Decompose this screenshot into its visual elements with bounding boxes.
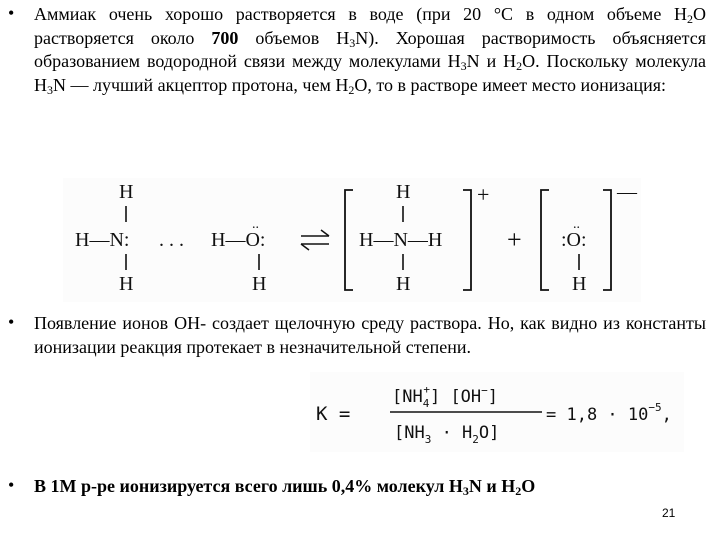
ammonium-h-bottom: Н bbox=[396, 273, 411, 295]
svg-text:..: .. bbox=[573, 217, 580, 232]
nh3-h-top: Н bbox=[119, 181, 134, 203]
constant-k: K = bbox=[316, 403, 351, 425]
ionization-equation-figure bbox=[63, 178, 641, 302]
ammonium-core: Н—N—Н bbox=[359, 229, 443, 251]
paragraph-ionization-degree: В 1М р-ре ионизируется всего лишь 0,4% молекул $Н_3N$ и $Н_2О$ bbox=[34, 476, 536, 498]
denominator: $[NH_3 \cdot H_2O]$ bbox=[394, 423, 500, 446]
constant-value: = $1,8 \cdot 10^{-5}$, bbox=[546, 401, 672, 425]
hydroxide-h: Н bbox=[572, 273, 587, 295]
bullet-2: • bbox=[8, 312, 15, 332]
paragraph-ammonia-solubility: Аммиак очень хорошо растворяется в воде (при 20 °С в одном объеме $Н_2О$ растворяется около 700 объемов $Н_3N$). Хорошая растворимость объясняется образованием водородной связи между молекулами $Н_3N$ и $Н_2О$. Поскольку молекула $Н_3N$ — лучший акцептор протона, чем $Н_2О$, то в растворе имеет место ионизация: bbox=[34, 4, 706, 97]
nh3-h-bottom: Н bbox=[119, 273, 134, 295]
equilibrium-arrow-icon bbox=[301, 230, 329, 250]
paragraph-hydroxide-ions: Появление ионов ОН- создает щелочную среду раствора. Но, как видно из константы ионизации реакция протекает в незначительной степени. bbox=[34, 313, 706, 357]
ionization-constant-figure bbox=[310, 372, 684, 452]
plus-sign: + bbox=[507, 225, 522, 254]
bullet-3: • bbox=[8, 475, 15, 495]
hydroxide-ion: :О: bbox=[561, 229, 587, 251]
positive-charge: + bbox=[477, 182, 490, 207]
water-oh: Н—О: bbox=[211, 229, 266, 251]
nh3-n: Н—N: bbox=[75, 229, 130, 251]
numerator: $[NH_4+]$ [OH−] bbox=[392, 383, 499, 410]
bullet-1: • bbox=[8, 3, 15, 23]
svg-text:..: .. bbox=[252, 217, 259, 232]
hydrogen-bond-dots: . . . bbox=[159, 229, 184, 251]
page-number: 21 bbox=[662, 506, 676, 520]
negative-charge: — bbox=[617, 181, 637, 203]
water-h-bottom: Н bbox=[252, 273, 267, 295]
ammonium-h-top: Н bbox=[396, 181, 411, 203]
